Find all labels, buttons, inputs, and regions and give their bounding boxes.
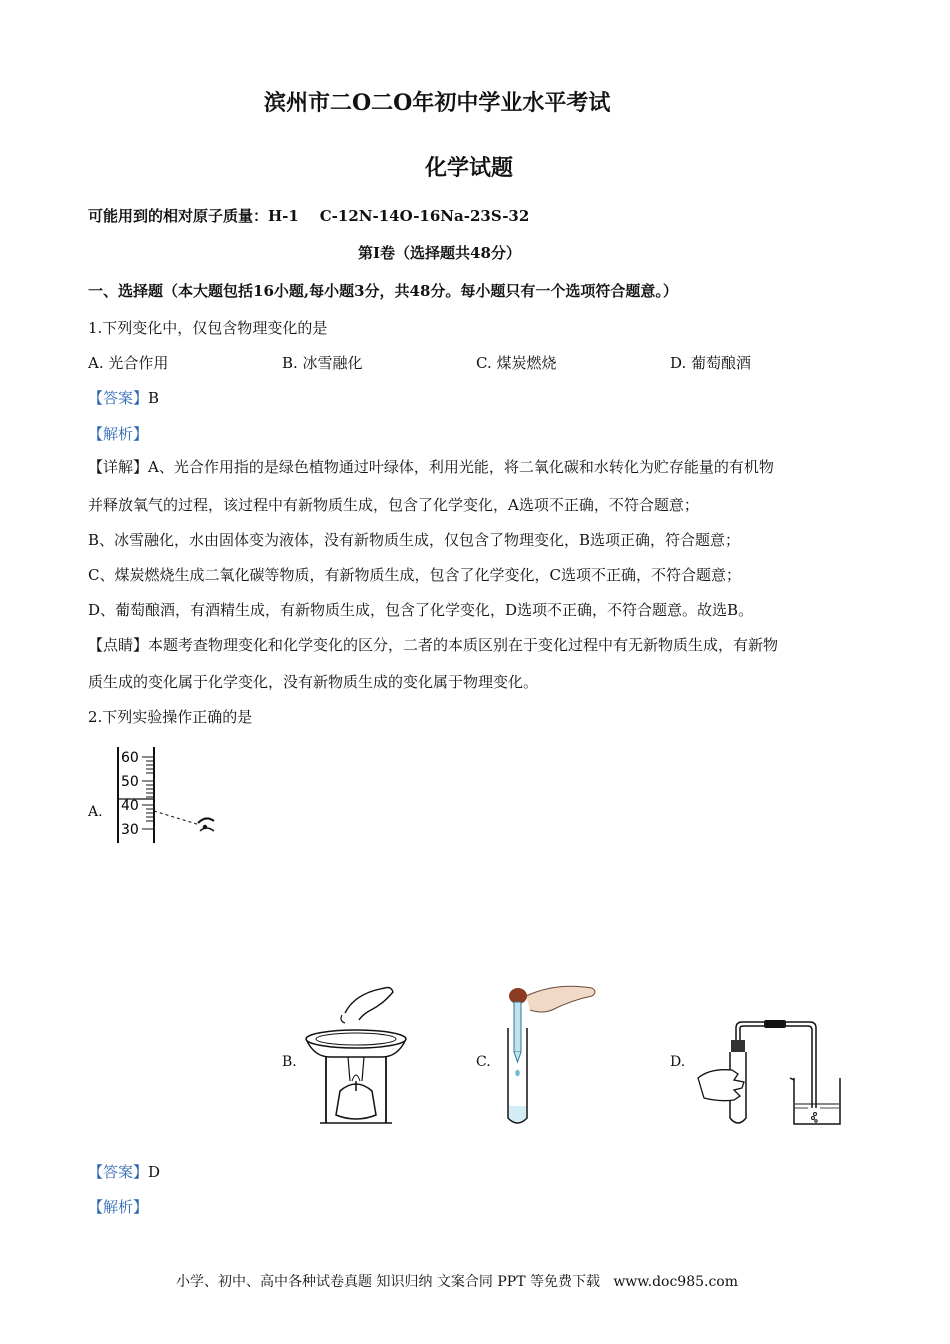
q2-stem: 2.下列实验操作正确的是 [88,708,253,726]
eye-icon [198,818,214,831]
q1-option-c: C. 煤炭燃烧 [476,354,557,372]
q1-detail-line-5: D、葡萄酿酒，有酒精生成，有新物质生成，包含了化学变化，D选项不正确，不符合题意。故选B。 [88,601,754,619]
tick-label-60: 60 [121,750,139,766]
q1-detail-line-1 [88,456,774,477]
q1-detail-line-4: C、煤炭燃烧生成二氧化碳等物质，有新物质生成，包含了化学变化，C选项不正确，不符合题意； [88,566,741,584]
hand-icon [345,988,393,1021]
q2-answer: D [148,1163,161,1181]
q1-option-b: B. 冰雪融化 [282,354,363,372]
fig-a-label: A. [88,804,103,820]
part-title: 第I卷（选择题共48分） [358,244,521,262]
detail-text: A、光合作用指的是绿色植物通过叶绿体，利用光能，将二氧化碳和水转化为贮存能量的有机物 [148,458,774,476]
q2-analysis-tag: 【解析】 [88,1198,149,1216]
dropper-figure [496,978,606,1128]
q1-answer: B [148,389,160,407]
fig-b-label: B. [282,1054,297,1070]
evaporation-figure [300,983,412,1128]
q1-option-a: A. 光合作用 [88,354,169,372]
q2-answer-row [88,1161,160,1182]
tick-label-50: 50 [121,774,139,790]
graduated-cylinder-figure [112,745,222,845]
answer-tag: 【答案】 [88,1163,149,1181]
q1-comment-line-2: 质生成的变化属于化学变化，没有新物质生成的变化属于物理变化。 [88,673,539,691]
fig-d-label: D. [670,1054,686,1070]
q1-detail-line-3: B、冰雪融化，水由固体变为液体，没有新物质生成，仅包含了物理变化，B选项正确，符合题意； [88,531,741,549]
detail-tag: 【详解】 [88,458,149,476]
q1-comment-line-1 [88,634,778,655]
answer-tag: 【答案】 [88,389,149,407]
hand-icon [698,1070,744,1101]
tick-label-30: 30 [121,822,139,838]
atomic-mass-line: 可能用到的相对原子质量：H-1 C-12N-14O-16Na-23S-32 [88,207,530,225]
exam-title: 滨州市二O二O年初中学业水平考试 [264,90,611,116]
airtightness-figure [690,1010,850,1130]
q1-answer-row [88,387,159,408]
q1-stem: 1.下列变化中，仅包含物理变化的是 [88,319,328,337]
hand-icon [526,986,595,1012]
q1-option-d: D. 葡萄酿酒 [670,354,752,372]
comment-tag: 【点睛】 [88,636,149,654]
comment-text: 本题考查物理变化和化学变化的区分，二者的本质区别在于变化过程中有无新物质生成，有新物 [148,636,779,654]
page-footer: 小学、初中、高中各种试卷真题 知识归纳 文案合同 PPT 等免费下载 www.doc985.com [176,1274,739,1290]
tick-label-40: 40 [121,798,139,814]
section-title: 一、选择题（本大题包括16小题,每小题3分，共48分。每小题只有一个选项符合题意。） [88,282,678,300]
q1-analysis-tag: 【解析】 [88,425,149,443]
q1-detail-line-2: 并释放氧气的过程，该过程中有新物质生成，包含了化学变化，A选项不正确，不符合题意； [88,496,699,514]
subject-title: 化学试题 [425,155,514,181]
fig-c-label: C. [476,1054,491,1070]
